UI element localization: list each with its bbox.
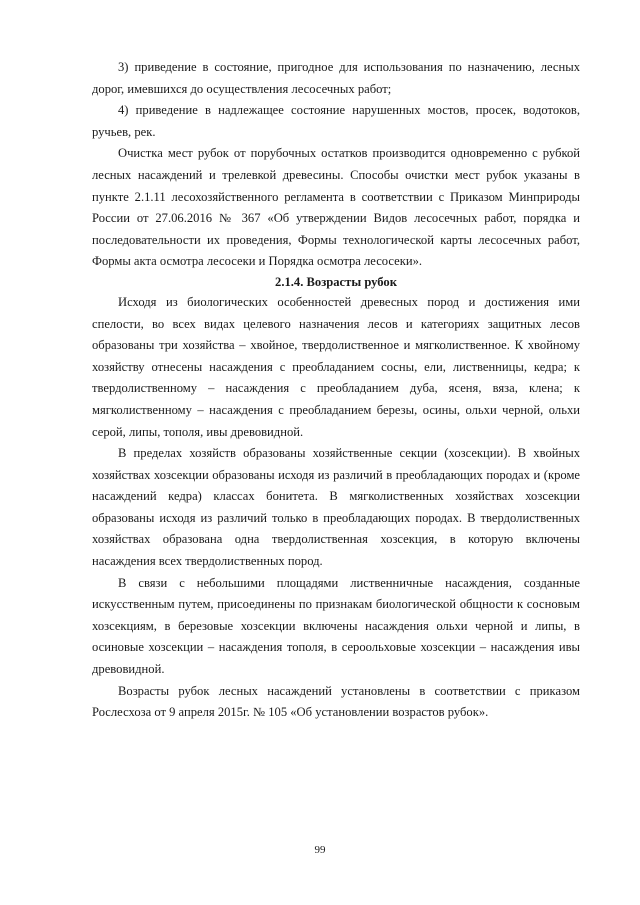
paragraph-farm-sections: В пределах хозяйств образованы хозяйственные секции (хозсекции). В хвойных хозяйствах хозсекции образованы исходя из различий в преобладающих породах и (кроме насаждений кедра) классах бонитета. В мягколиственных хозяйствах хозсекции образованы исходя из различий только в преобладающих породах. В твердолиственных хозяйствах образована одна твердолиственная хозсекция, в которую включены насаждения всех твердолиственных пород. — [92, 446, 580, 569]
section-heading-felling-ages: 2.1.4. Возрасты рубок — [275, 274, 397, 289]
paragraph-felling-ages-order: Возрасты рубок лесных насаждений установлены в соответствии с приказом Рослесхоза от 9 апреля 2015г. № 105 «Об установлении возрастов рубок». — [92, 683, 580, 720]
document-page — [92, 57, 580, 724]
paragraph-small-areas: В связи с небольшими площадями лиственничные насаждения, созданные искусственным путем, присоединены по признакам биологической общности к сосновым хозсекциям, в березовые хозсекции включены насаждения ольхи черной и липы, в осиновые хозсекции – насаждения тополя, в сероольховые хозсекции – насаждения ивы древовидной. — [92, 575, 580, 677]
paragraph-forest-roads: 3) приведение в состояние, пригодное для использования по назначению, лесных дорог, имевшихся до осуществления лесосечных работ; — [92, 60, 580, 96]
page-number: 99 — [314, 844, 326, 856]
paragraph-three-farms: Исходя из биологических особенностей древесных пород и достижения ими спелости, во всех видах целевого назначения лесов и категориях защитных лесов образованы три хозяйства – хвойное, твердолиственное и мягколиственное. К хвойному хозяйству отнесены насаждения с преобладанием сосны, ели, лиственницы, кедра; к твердолиственному – насаждения с преобладанием дуба, ясеня, вяза, клена; к мягколиственному – насаждения с преобладанием березы, осины, ольхи черной, ольхи серой, липы, тополя, ивы древовидной. — [92, 294, 580, 439]
paragraph-cleaning-logging-sites: Очистка мест рубок от порубочных остатков производится одновременно с рубкой лесных насаждений и трелевкой древесины. Способы очистки мест рубок указаны в пункте 2.1.11 лесохозяйственного регламента в соответствии с Приказом Минприроды России от 27.06.2016 № 367 «Об утверждении Видов лесосечных работ, порядка и последовательности их проведения, Формы технологической карты лесосечных работ, Формы акта осмотра лесосеки и Порядка осмотра лесосеки». — [92, 146, 580, 269]
paragraph-bridges-streams: 4) приведение в надлежащее состояние нарушенных мостов, просек, водотоков, ручьев, рек. — [92, 103, 580, 139]
